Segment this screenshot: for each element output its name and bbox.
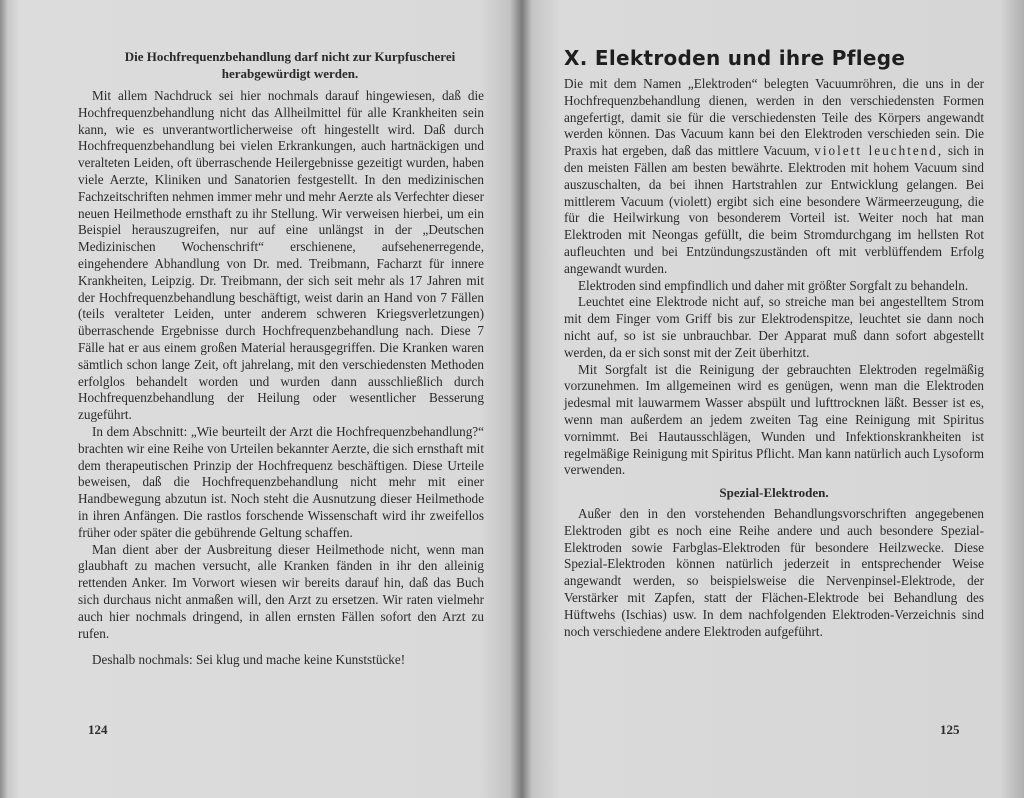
paragraph: Man dient aber der Ausbreitung dieser Heilmethode nicht, wenn man glaubhaft zu machen versucht, alle Kranken fänden in ihr den alleinig rettenden Anker. Im Vorwort wiesen wir bereits darauf hin, daß das Buch sich durchaus nicht anmaßen will, den Arzt zu ersetzen. Wir raten vielmehr auch hier nochmals dringend, in allen ernsten Fällen sofort den Arzt zu rufen. — [78, 541, 484, 641]
sub-heading: Spezial-Elektroden. — [719, 485, 829, 501]
emphasized-phrase: violett leuchtend, — [814, 143, 944, 159]
closing-line: Deshalb nochmals: Sei klug und mache keine Kunststücke! — [92, 652, 406, 668]
paragraph: Mit Sorgfalt ist die Reinigung der gebrauchten Elektroden regelmäßig vorzunehmen. Im allgemeinen wird es genügen, wenn man die Elektroden jedesmal mit lauwarmem Wasser abspült und lufttrocknen läßt. Besser ist es, wenn man außerdem an jedem zweiten Tag eine Reinigung mit Spiritus vornimmt. Bei Hautausschlägen, Wunden und Infektionskrankheiten ist regelmäßige Reinigung mit Spiritus Pflicht. Man kann natürlich auch Lysoform verwenden. — [564, 361, 984, 478]
paragraph: Elektroden sind empfindlich und daher mit größter Sorgfalt zu behandeln. — [578, 277, 969, 293]
paragraph: In dem Abschnitt: „Wie beurteilt der Arzt die Hochfrequenzbehandlung?“ brachten wir eine Reihe von Urteilen bekannter Aerzte, die sich ernsthaft mit dem therapeutischen Prinzip der Hochfrequenz beschäftigen. Diese Urteile beweisen, daß die Hochfrequenzbehandlung nicht mehr mit einer Handbewegung abzutun ist. Noch steht die Ausnutzung dieser Heilmethode in ihren Anfängen. Die rastlos forschende Wissenschaft wird ihr zweifellos früher oder später die gebührende Geltung schaffen. — [78, 423, 484, 540]
chapter-title: X. Elektroden und ihre Pflege — [564, 46, 906, 70]
page-number: 125 — [940, 722, 960, 737]
paragraph: Mit allem Nachdruck sei hier nochmals darauf hingewiesen, daß die Hochfrequenzbehandlung nicht das Allheilmittel für alle Krankheiten sein kann, wie es unverantwortlicherweise oft hingestellt wird. Daß durch Hochfrequenzbehandlung bei vielen Erkrankungen, auch hartnäckigen und veralteten Leiden, oft überraschende Heilergebnisse gezeitigt wurden, haben viele Aerzte, Kliniken und Sanatorien festgestellt. In den medizinischen Fachzeitschriften nehmen immer mehr und mehr Aerzte als Verfechter dieser neuen Heilmethode ernsthaft zu ihr Stellung. Wir verweisen hierbei, um ein Beispiel herauszugreifen, nur auf eine unlängst in der „Deutschen Medizinischen Wochenschrift“ erschienene, aufsehenerregende, eingehendere Abhandlung von Dr. med. Treibmann, Facharzt für innere Krankheiten, Leipzig. Dr. Treibmann, der sich seit mehr als 17 Jahren mit der Hochfrequenzbehandlung beschäftigt, weist darin an Hand von 7 Fällen (teils veralteter Leiden, unter anderem schweren Kriegsverletzungen) überraschende Ergebnisse durch Hochfrequenzbehandlung nach. Diese 7 Fälle hat er aus einem großen Material herausgegriffen. Die Kranken waren sämtlich schon lange Zeit, oft jahrelang, mit den verschiedensten Methoden erfolglos behandelt worden und wurden dann ausschließlich durch Hochfrequenzbehandlung der Heilung oder wesentlicher Besserung zugeführt. — [78, 88, 484, 423]
paragraph-part: sich in den meisten Fällen am besten bewährte. Elektroden mit hohem Vacuum sind auszuschalten, da bei ihnen Hartstrahlen zur Entwicklung gelangen. Bei mittlerem Vacuum (violett) ergibt sich eine besondere Wärmeerzeugung, die für die Heilwirkung von besonderem Vorteil ist. Weiter noch hat man Elektroden mit Neongas gefüllt, die beim Stromdurchgang im hellsten Rot aufleuchten und bei Entzündungszuständen oft mit verblüffendem Erfolg angewandt wurden. — [564, 143, 985, 276]
paragraph-part: Die mit dem Namen „Elektroden“ belegten Vacuumröhren, die uns in der Hochfrequenzbehandlung dienen, werden in den verschiedensten Formen angefertigt, damit sie für die verschiedensten Teile des Körpers angewandt werden können. Das Vacuum kann bei den Elektroden verschieden sein. Die Praxis hat ergeben, daß das mittlere Vacuum, — [564, 76, 984, 159]
left-body-text — [78, 88, 484, 669]
paragraph: Außer den in den vorstehenden Behandlungsvorschriften angegebenen Elektroden gibt es noch eine Reihe andere und auch besondere Spezial-Elektroden sowie Farbglas-Elektroden für besondere Heilzwecke. Diese Spezial-Elektroden können natürlich jederzeit in entsprechender Weise angewandt werden, so beispielsweise die Nervenpinsel-Elektrode, der Verstärker mit Zapfen, statt der Flächen-Elektrode bei Behandlung des Hüftwehs (Ischias) usw. In dem nachfolgenden Elektroden-Verzeichnis sind noch verschiedene andere Elektroden aufgeführt. — [564, 505, 984, 639]
right-body-text — [564, 76, 984, 640]
paragraph — [564, 76, 984, 278]
right-page — [522, 0, 1024, 798]
page-number: 124 — [88, 722, 108, 737]
section-heading: Die Hochfrequenzbehandlung darf nicht zur Kurpfuscherei herabgewürdigt werden. — [124, 49, 456, 81]
paragraph: Leuchtet eine Elektrode nicht auf, so streiche man bei angestelltem Strom mit dem Finger vom Griff bis zur Elektrodenspitze, leuchtet sie dann noch nicht auf, so ist sie unbrauchbar. Der Apparat muß dann sofort abgestellt werden, da er sich sonst mit der Zeit überhitzt. — [564, 294, 984, 360]
